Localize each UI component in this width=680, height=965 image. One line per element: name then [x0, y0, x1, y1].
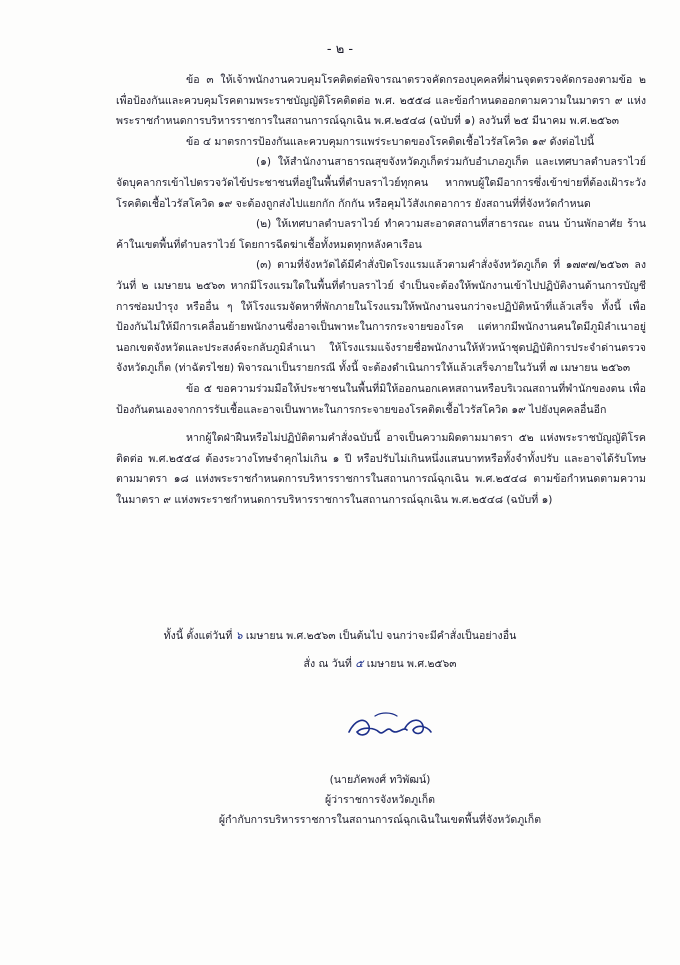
page-number: - ๒ - [326, 42, 354, 57]
penalty-paragraph: หากผู้ใดฝ่าฝืนหรือไม่ปฏิบัติตามคำสั่งฉบับนี้ อาจเป็นความผิดตามมาตรา ๕๒ แห่งพระราชบัญญัติโรคติดต่อ พ.ศ.๒๕๕๘ ต้องระวางโทษจำคุกไม่เกิน ๑ ปี หรือปรับไม่เกินหนึ่งแสนบาทหรือทั้งจำทั้งปรับ และอาจได้รับโทษตามมาตรา ๑๘ แห่งพระราชกำหนดการบริหารราชการในสถานการณ์ฉุกเฉิน พ.ศ.๒๕๔๘ ตามข้อกำหนดตามความในมาตรา ๙ แห่งพระราชกำหนดการบริหารราชการในสถานการณ์ฉุกเฉิน พ.ศ.๒๕๔๘ (ฉบับที่ ๑) [116, 432, 646, 506]
effective-day: ๖ [235, 630, 243, 642]
effective-prefix: ทั้งนี้ ตั้งแต่วันที่ [163, 630, 233, 642]
ordered-date-line [40, 655, 680, 672]
clause-4-2: (๒) ให้เทศบาลตำบลราไวย์ ทำความสะอาดสถานที่สาธารณะ ถนน บ้านพักอาศัย ร้านค้าในเขตพื้นที่ตำบลราไวย์ โดยการฉีดฆ่าเชื้อทั้งหมดทุกหลังคาเรือน [116, 218, 646, 251]
clause-3: ข้อ ๓ ให้เจ้าพนักงานควบคุมโรคติดต่อพิจารณาตรวจคัดกรองบุคคลที่ผ่านจุดตรวจคัดกรองตามข้อ ๒ เพื่อป้องกันและควบคุมโรคตามพระราชบัญญัติโรคติดต่อ พ.ศ. ๒๕๕๘ และข้อกำหนดออกตามความในมาตรา ๙ แห่งพระราชกำหนดการบริหารราชการในสถานการณ์ฉุกเฉิน พ.ศ.๒๕๔๘ (ฉบับที่ ๑) ลงวันที่ ๒๕ มีนาคม พ.ศ.๒๕๖๓ [116, 74, 646, 128]
signature-image [345, 708, 435, 742]
effective-date-line [0, 627, 680, 644]
clause-5: ข้อ ๕ ขอความร่วมมือให้ประชาชนในพื้นที่มิให้ออกนอกเคหสถานหรือบริเวณสถานที่พำนักของตน เพื่อป้องกันตนเองจากการรับเชื้อและอาจเป็นพาหะในการกระจายของโรคติดเชื้อไวรัสโควิด ๑๙ ไปยังบุคคลอื่นอีก [116, 382, 646, 416]
clause-4-3: (๓) ตามที่จังหวัดได้มีคำสั่งปิดโรงแรมแล้วตามคำสั่งจังหวัดภูเก็ต ที่ ๑๗๙๗/๒๕๖๓ ลงวันที่ ๒ เมษายน ๒๕๖๓ หากมีโรงแรมใดในพื้นที่ตำบลราไวย์ จำเป็นจะต้องให้พนักงานเข้าไปปฏิบัติงานด้านการบัญชี การซ่อมบำรุง หรืออื่น ๆ ให้โรงแรมจัดหาที่พักภายในโรงแรมให้พนักงานจนกว่าจะปฏิบัติหน้าที่แล้วเสร็จ ทั้งนี้ เพื่อป้องกันไม่ให้มีการเคลื่อนย้ายพนักงานซึ่งอาจเป็นพาหะในการกระจายของโรค แต่หากมีพนักงานคนใดมีภูมิลำเนาอยู่นอกเขตจังหวัดและประสงค์จะกลับภูมิลำเนา ให้โรงแรมแจ้งรายชื่อพนักงานให้หัวหน้าชุดปฏิบัติการประจำด่านตรวจจังหวัดภูเก็ต (ท่าฉัตรไชย) พิจารณาเป็นรายกรณี ทั้งนี้ จะต้องดำเนินการให้แล้วเสร็จภายในวันที่ ๗ เมษายน ๒๕๖๓ [116, 259, 646, 375]
signature-block [150, 770, 610, 830]
effective-suffix: เมษายน พ.ศ.๒๕๖๓ เป็นต้นไป จนกว่าจะมีคำสั่งเป็นอย่างอื่น [245, 630, 517, 642]
document-body [116, 70, 646, 510]
ordered-day: ๕ [355, 658, 364, 670]
signer-role: ผู้กำกับการบริหารราชการในสถานการณ์ฉุกเฉินในเขตพื้นที่จังหวัดภูเก็ต [218, 814, 542, 826]
ordered-suffix: เมษายน พ.ศ.๒๕๖๓ [366, 658, 457, 670]
signer-name: (นายภัคพงศ์ ทวิพัฒน์) [329, 774, 431, 786]
ordered-prefix: สั่ง ณ วันที่ [303, 658, 352, 670]
clause-4: ข้อ ๔ มาตรการป้องกันและควบคุมการแพร่ระบาดของโรคติดเชื้อไวรัสโควิด ๑๙ ดังต่อไปนี้ [186, 135, 595, 148]
clause-4-1: (๑) ให้สำนักงานสาธารณสุขจังหวัดภูเก็ตร่วมกับอำเภอภูเก็ต และเทศบาลตำบลราไวย์ จัดบุคลากรเข้าไปตรวจวัดไข้ประชาชนที่อยู่ในพื้นที่ตำบลราไวย์ทุกคน หากพบผู้ใดมีอาการซึ่งเข้าข่ายที่ต้องเฝ้าระวังโรคติดเชื้อไวรัสโควิด ๑๙ จะต้องถูกส่งไปแยกกัก กักกัน หรือคุมไว้สังเกตอาการ ยังสถานที่ที่จังหวัดกำหนด [116, 156, 646, 210]
signer-title: ผู้ว่าราชการจังหวัดภูเก็ต [324, 794, 436, 806]
